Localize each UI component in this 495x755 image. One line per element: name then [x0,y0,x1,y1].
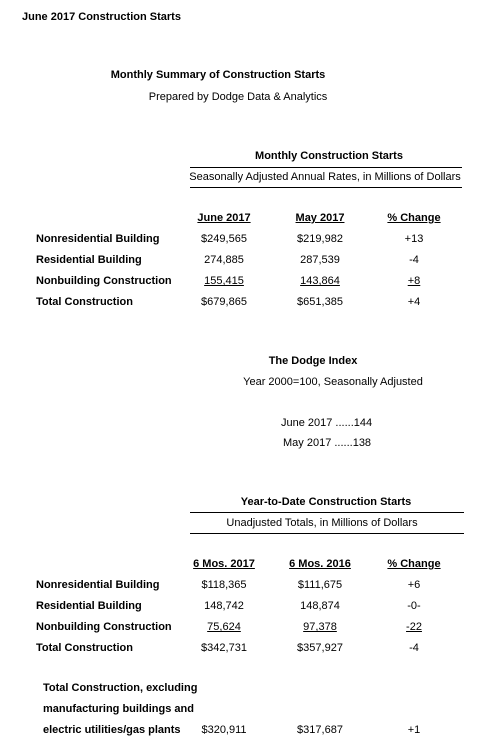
ytd-row-label: Nonbuilding Construction [36,621,172,633]
ytd-excluding-label-line-2: manufacturing buildings and [43,703,194,715]
monthly-subtitle: Seasonally Adjusted Annual Rates, in Millions of Dollars [189,171,461,183]
monthly-row-value-may: $219,982 [297,233,343,245]
monthly-row-label: Nonresidential Building [36,233,160,245]
monthly-title: Monthly Construction Starts [255,150,403,162]
prepared-by: Prepared by Dodge Data & Analytics [148,91,328,103]
monthly-row-label: Nonbuilding Construction [36,275,172,287]
ytd-row-value-2017: $342,731 [201,642,247,654]
dodge-index-june: June 2017 ......144 [281,417,373,429]
ytd-title: Year-to-Date Construction Starts [240,496,412,508]
monthly-row-label: Total Construction [36,296,133,308]
ytd-title-divider [190,512,464,513]
ytd-row-label: Nonresidential Building [36,579,160,591]
monthly-row-label: Residential Building [36,254,142,266]
ytd-row-value-2016: 97,378 [303,621,337,633]
ytd-row-label: Residential Building [36,600,142,612]
monthly-col-1-header: June 2017 [197,212,251,224]
ytd-row-value-2017: 148,742 [204,600,244,612]
ytd-excluding-value-change: +1 [407,724,421,736]
ytd-excluding-value-2016: $317,687 [297,724,343,736]
page-title: June 2017 Construction Starts [22,11,181,23]
monthly-row-value-june: $249,565 [201,233,247,245]
ytd-subtitle: Unadjusted Totals, in Millions of Dollars [226,517,418,529]
ytd-row-value-change: -4 [409,642,419,654]
ytd-col-2-header: 6 Mos. 2016 [289,558,351,570]
ytd-col-3-header: % Change [387,558,441,570]
dodge-index-may: May 2017 ......138 [283,437,372,449]
monthly-col-3-header: % Change [387,212,441,224]
monthly-row-value-may: 287,539 [300,254,340,266]
ytd-excluding-label-line-1: Total Construction, excluding [43,682,198,694]
ytd-excluding-label-line-3: electric utilities/gas plants [43,724,181,736]
monthly-row-value-may: 143,864 [300,275,340,287]
monthly-row-value-change: +4 [407,296,421,308]
ytd-row-label: Total Construction [36,642,133,654]
ytd-row-value-2016: $357,927 [297,642,343,654]
ytd-row-value-2017: 75,624 [207,621,241,633]
ytd-col-1-header: 6 Mos. 2017 [193,558,255,570]
monthly-row-value-change: +13 [404,233,424,245]
ytd-row-value-2017: $118,365 [201,579,247,591]
ytd-subtitle-divider [190,533,464,534]
ytd-row-value-change: -0- [407,600,421,612]
monthly-row-value-change: -4 [409,254,419,266]
ytd-row-value-change: +6 [407,579,421,591]
summary-title: Monthly Summary of Construction Starts [110,69,326,81]
monthly-row-value-change: +8 [407,275,421,287]
ytd-row-value-change: -22 [406,621,422,633]
dodge-index-title: The Dodge Index [268,355,358,367]
dodge-index-subtitle: Year 2000=100, Seasonally Adjusted [243,376,423,388]
ytd-row-value-2016: 148,874 [300,600,340,612]
monthly-row-value-may: $651,385 [297,296,343,308]
monthly-subtitle-divider [190,187,462,188]
monthly-col-2-header: May 2017 [295,212,345,224]
monthly-row-value-june: 155,415 [204,275,244,287]
monthly-row-value-june: 274,885 [204,254,244,266]
monthly-row-value-june: $679,865 [201,296,247,308]
ytd-excluding-value-2017: $320,911 [201,724,247,736]
ytd-row-value-2016: $111,675 [297,579,343,591]
monthly-title-divider [190,167,462,168]
